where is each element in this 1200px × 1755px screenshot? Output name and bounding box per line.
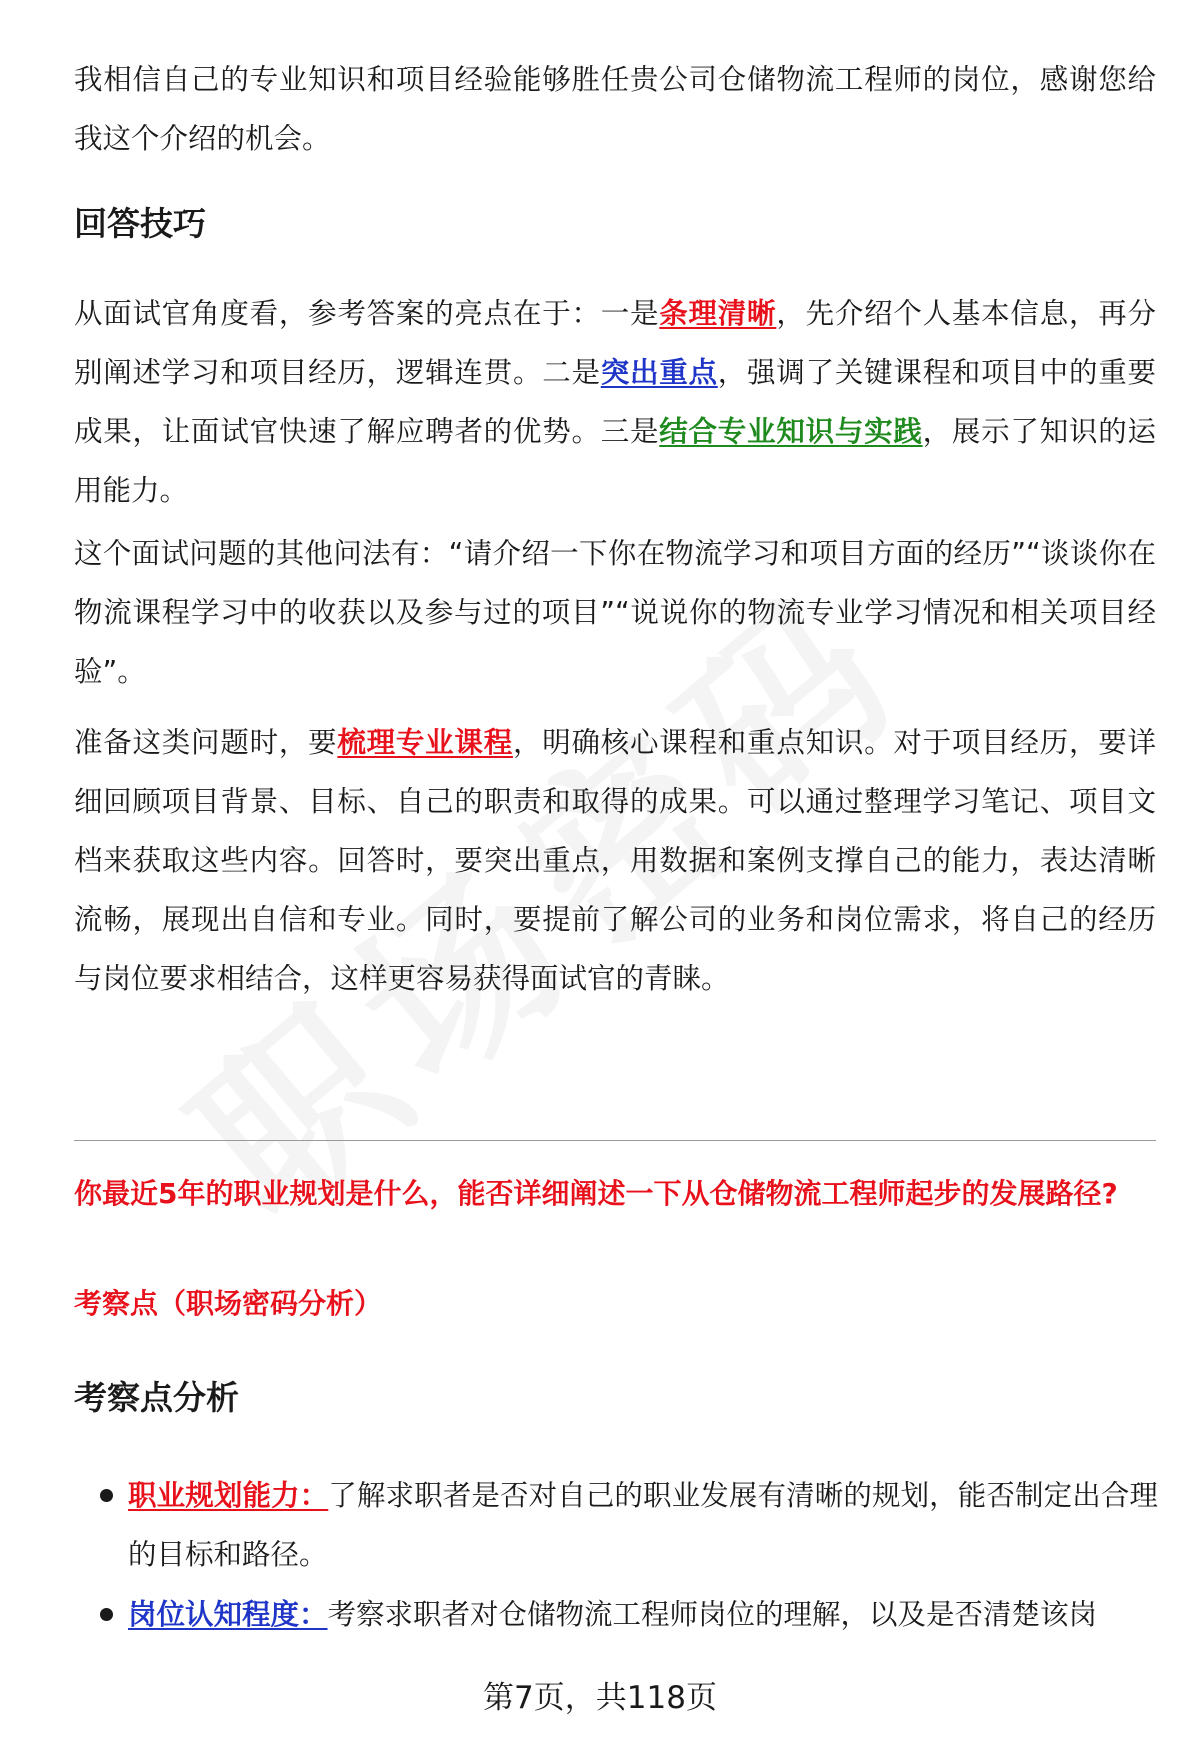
tips-text-4: ，展示了知识的运用能力。 [74,415,1156,507]
interview-question: 你最近5年的职业规划是什么，能否详细阐述一下从仓储物流工程师起步的发展路径? [74,1177,1118,1210]
tips-paragraph [74,284,1156,520]
bullet-item-role-awareness [128,1585,1158,1644]
bullet-label-role-awareness: 岗位认知程度： [128,1598,328,1631]
highlight-logic: 条理清晰 [659,297,777,330]
highlight-practice: 结合专业知识与实践 [659,415,923,448]
page-number-footer: 第7页，共118页 [483,1680,717,1716]
tips-text-1: 从面试官角度看，参考答案的亮点在于：一是 [74,297,660,330]
bullet-dot-icon [100,1608,113,1621]
prep-text-2: ，明确核心课程和重点知识。对于项目经历，要详细回顾项目背景、目标、自己的职责和取得的成果。可以通过整理学习笔记、项目文档来获取这些内容。回答时，要突出重点，用数据和案例支撑自己的能力，表达清晰流畅，展现出自信和专业。同时，要提前了解公司的业务和岗位需求，将自己的经历与岗位要求相结合，这样更容易获得面试官的青睐。 [74,726,1156,995]
prep-paragraph [74,713,1156,1008]
intro-end-paragraph: 我相信自己的专业知识和项目经验能够胜任贵公司仓储物流工程师的岗位，感谢您给我这个介绍的机会。 [74,63,1156,155]
tips-heading: 回答技巧 [74,204,206,243]
highlight-courses: 梳理专业课程 [337,726,513,759]
highlight-focus: 突出重点 [600,356,718,389]
bullet-dot-icon [100,1489,113,1502]
section-divider [74,1140,1156,1141]
bullet-item-career-planning [128,1466,1158,1584]
bullet-text-career-planning: 了解求职者是否对自己的职业发展有清晰的规划，能否制定出合理的目标和路径。 [128,1479,1158,1571]
tips-text-2: ，先介绍个人基本信息，再分别阐述学习和项目经历，逻辑连贯。二是 [74,297,1156,389]
question-subtitle: 考察点（职场密码分析） [74,1287,383,1320]
tips-text-3: ，强调了关键课程和项目中的重要成果，让面试官快速了解应聘者的优势。三是 [74,356,1156,448]
bullet-label-career-planning: 职业规划能力： [128,1479,329,1512]
bullet-text-role-awareness: 考察求职者对仓储物流工程师岗位的理解，以及是否清楚该岗 [327,1598,1098,1631]
prep-text-1: 准备这类问题时，要 [74,726,338,759]
analysis-heading: 考察点分析 [74,1378,239,1417]
other-ways-paragraph: 这个面试问题的其他问法有：“请介绍一下你在物流学习和项目方面的经历”“谈谈你在物流课程学习中的收获以及参与过的项目”“说说你的物流专业学习情况和相关项目经验”。 [74,537,1156,688]
